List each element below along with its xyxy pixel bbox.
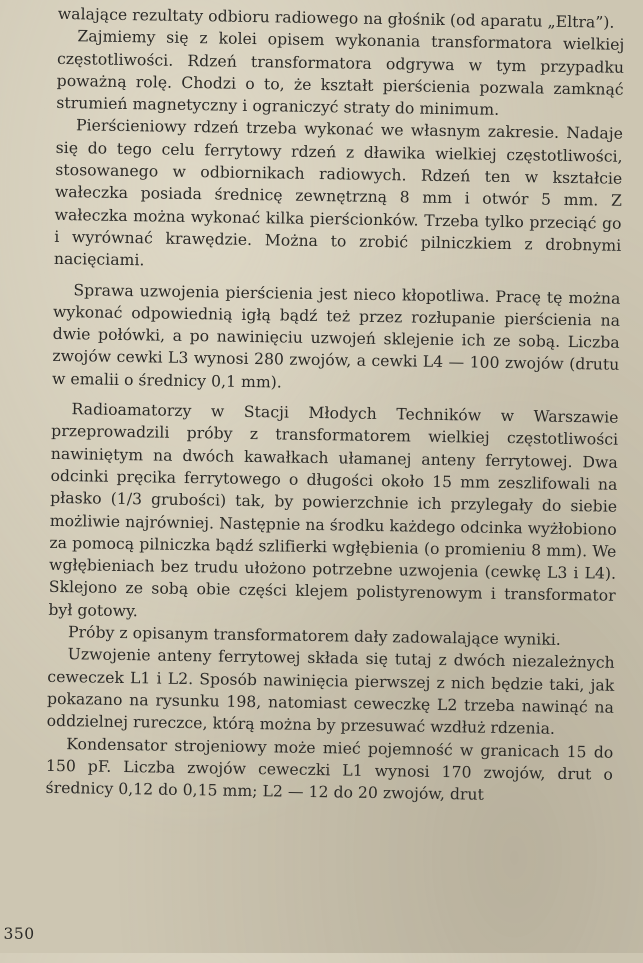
paragraph: Pierścieniowy rdzeń trzeba wykonać we własnym zakresie. Nadaje się do tego celu ferrytowy rdzeń z dławika wielkiej częstotliwości, stosowanego w odbiornikach radiowych. Rdzeń ten w kształcie wałeczka posiada średnicę zewnętrzną 8 mm i otwór 5 mm. Z wałeczka można wykonać kilka pierścionków. Trzeba tylko przeciąć go i wyrównać krawędzie. Można to zrobić pilniczkiem z drobnymi nacięciami. (53, 116, 624, 270)
paragraph: Zajmiemy się z kolei opisem wykonania transformatora wielkiej częstotliwości. Rdzeń transformatora odgrywa w tym przypadku poważną rolę. Chodzi o to, że kształt pierścienia pozwala zamknąć strumień magnetyczny i ograniczyć straty do minimum. (56, 27, 625, 120)
paragraph: Radioamatorzy w Stacji Młodych Techników w Warszawie przeprowadzili próby z transformatorem wielkiej częstotliwości nawiniętym na dwóch kawałkach ułamanej anteny ferrytowej. Dwa odcinki pręcika ferrytowego o długości około 15 mm zeszlifowali na płasko (1/3 grubości) tak, by powierzchnie ich przylegały do siebie możliwie najrówniej. Następnie na środku każdego odcinka wyżłobiono za pomocą pilniczka bądź szlifierki wgłębienia (o promieniu 8 mm). We wgłębieniach bez trudu ułożono potrzebne uzwojenia (cewkę L3 i L4). Sklejono ze sobą obie części klejem polistyrenowym i transformator był gotowy. (48, 400, 619, 620)
page-number: 350 (3, 925, 35, 944)
paragraph: Próby z opisanym transformatorem dały zadowalające wyniki. (67, 623, 561, 649)
paragraph: Kondensator strojeniowy może mieć pojemność w granicach 15 do 150 pF. Liczba zwojów ceweczki L1 wynosi 170 zwojów, drut o średnicy 0,12 do 0,15 mm; L2 — 12 do 20 zwojów, drut (45, 734, 614, 804)
paragraph: Uzwojenie anteny ferrytowej składa się tutaj z dwóch niezależnych ceweczek L1 i L2. Sposób nawinięcia pierwszej z nich będzie taki, jak pokazano na rysunku 198, natomiast ceweczkę L2 trzeba nawinąć na oddzielnej rureczce, którą można by przesuwać wzdłuż rdzenia. (46, 645, 615, 739)
paragraph: Sprawa uzwojenia pierścienia jest nieco kłopotliwa. Pracę tę można wykonać odpowiednią igłą bądź też przez rozłupanie pierścienia na dwie połówki, a po nawinięciu uzwojeń sklejenie ich ze sobą. Liczba zwojów cewki L3 wynosi 280 zwojów, a cewki L4 — 100 zwojów (drutu w emalii o średnicy 0,1 mm). (51, 280, 621, 392)
page-body-text (45, 3, 624, 808)
paragraph: walające rezultaty odbioru radiowego na głośnik (od aparatu „Eltra”). (57, 4, 615, 32)
